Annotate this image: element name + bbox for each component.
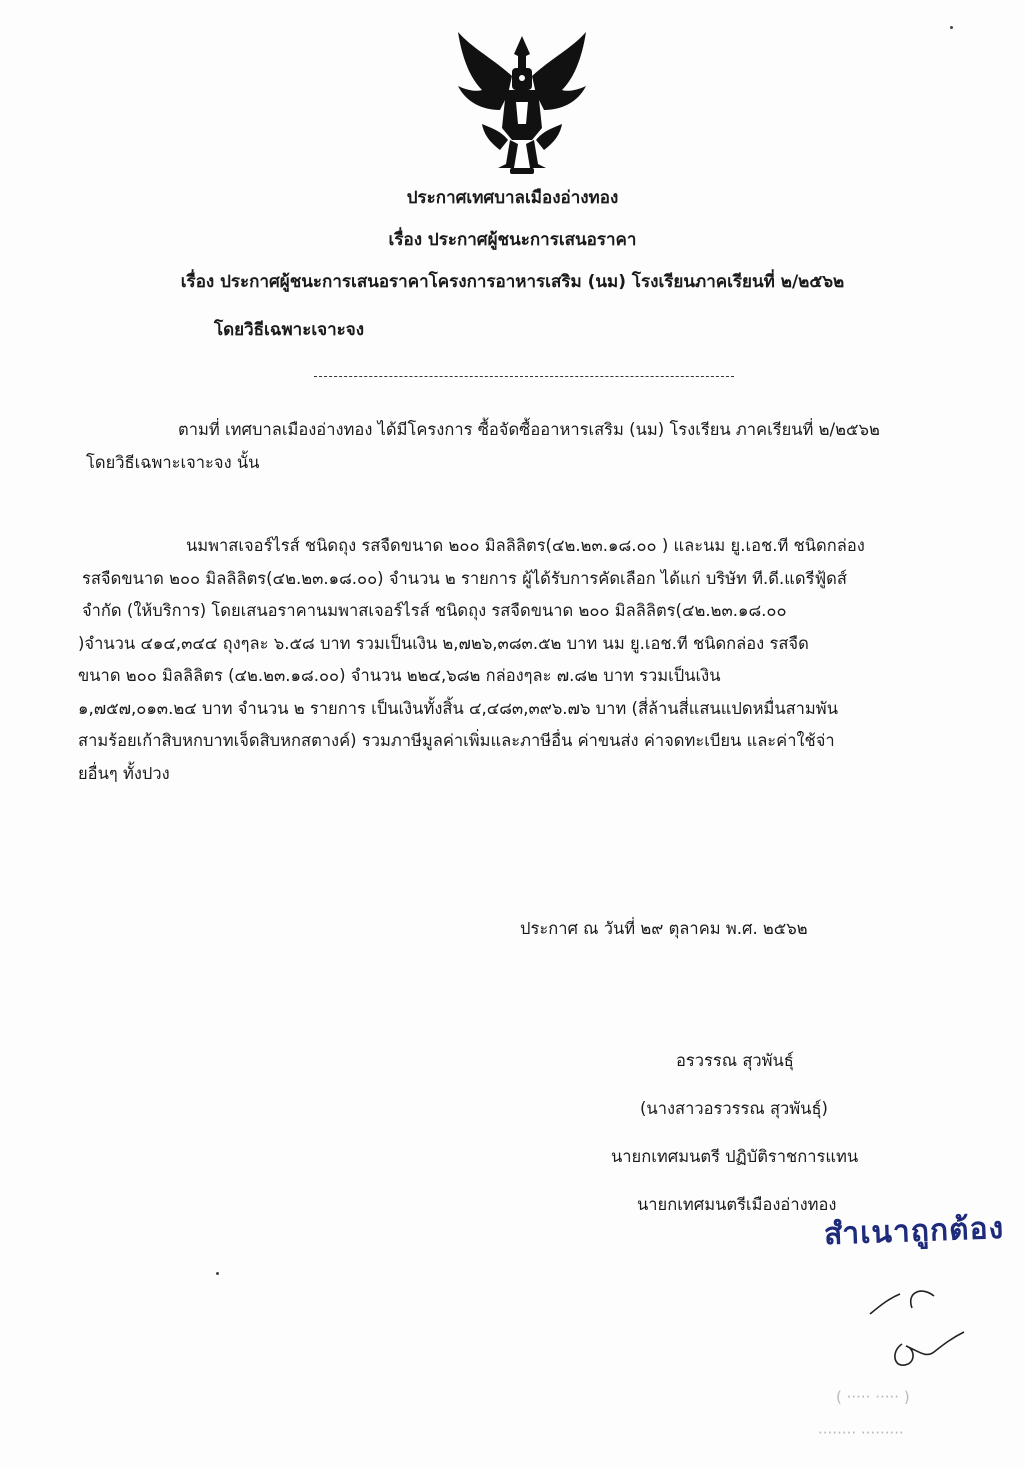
paragraph-line: ขนาด ๒๐๐ มิลลิลิตร (๔๒.๒๓.๑๘.๐๐) จำนวน ๒๒๔,๖๘๒ กล่องๆละ ๗.๘๒ บาท รวมเป็นเงิน — [78, 666, 721, 685]
paragraph-line: โดยวิธีเฉพาะเจาะจง นั้น — [86, 452, 260, 472]
paragraph-line: ตามที่ เทศบาลเมืองอ่างทอง ได้มีโครงการ ซื้อจัดซื้ออาหารเสริม (นม) โรงเรียน ภาคเรียนที่ ๒/๒๕๖๒ — [178, 420, 880, 439]
garuda-emblem-icon — [452, 28, 592, 176]
header-subject-detail: เรื่อง ประกาศผู้ชนะการเสนอราคาโครงการอาหารเสริม (นม) โรงเรียนภาคเรียนที่ ๒/๒๕๖๒ — [180, 272, 845, 292]
paragraph-line: ยอื่นๆ ทั้งปวง — [78, 763, 170, 783]
signer-name: อรวรรณ สุวพันธุ์ — [676, 1051, 794, 1070]
paragraph-line: สามร้อยเก้าสิบหกบาทเจ็ดสิบหกสตางค์) รวมภาษีมูลค่าเพิ่มและภาษีอื่น ค่าขนส่ง ค่าจดทะเบียน และค่าใช้จ่า — [78, 731, 835, 750]
paragraph-line: จำกัด (ให้บริการ) โดยเสนอราคานมพาสเจอร์ไรส์ ชนิดถุง รสจืดขนาด ๒๐๐ มิลลิลิตร(๔๒.๒๓.๑๘.๐๐ — [82, 601, 787, 620]
paragraph-line: รสจืดขนาด ๒๐๐ มิลลิลิตร(๔๒.๒๓.๑๘.๐๐) จำนวน ๒ รายการ ผู้ได้รับการคัดเลือก ได้แก่ บริษัท ที.ดี.แดรีฟู้ดส์ — [82, 568, 847, 588]
certified-copy-stamp: สำเนาถูกต้อง — [823, 1210, 1005, 1253]
paragraph-line: )จำนวน ๔๑๔,๓๔๔ ถุงๆละ ๖.๕๘ บาท รวมเป็นเงิน ๒,๗๒๖,๓๘๓.๕๒ บาท นม ยู.เอช.ที ชนิดกล่อง รสจืด — [78, 633, 809, 653]
paragraph-intro — [86, 414, 880, 479]
header-title: ประกาศเทศบาลเมืองอ่างทอง — [406, 188, 619, 208]
signer-position: นายกเทศมนตรี ปฏิบัติราชการแทน — [611, 1147, 859, 1166]
procurement-method: โดยวิธีเฉพาะเจาะจง — [214, 320, 365, 340]
signer-full-name: (นางสาวอรวรรณ สุวพันธุ์) — [640, 1099, 828, 1118]
faded-certifier-name: ( ····· ····· ) — [836, 1388, 910, 1406]
paragraph-details — [78, 530, 865, 790]
handwritten-signature — [860, 1282, 970, 1392]
speck — [216, 1272, 219, 1275]
header-subject: เรื่อง ประกาศผู้ชนะการเสนอราคา — [388, 230, 637, 250]
paragraph-line: นมพาสเจอร์ไรส์ ชนิดถุง รสจืดขนาด ๒๐๐ มิลลิลิตร(๔๒.๒๓.๑๘.๐๐ ) และนม ยู.เอช.ที ชนิดกล่อง — [186, 536, 865, 555]
announce-date: ประกาศ ณ วันที่ ๒๙ ตุลาคม พ.ศ. ๒๕๖๒ — [520, 919, 808, 938]
faded-certifier-position: ········ ········· — [818, 1424, 904, 1442]
divider-line — [314, 376, 734, 377]
speck — [950, 26, 953, 29]
paragraph-line: ๑,๗๕๗,๐๑๓.๒๔ บาท จำนวน ๒ รายการ เป็นเงินทั้งสิ้น ๔,๔๘๓,๓๙๖.๗๖ บาท (สี่ล้านสี่แสนแปดหมื่นสามพัน — [78, 698, 838, 718]
signer-position-title: นายกเทศมนตรีเมืองอ่างทอง — [637, 1195, 837, 1214]
